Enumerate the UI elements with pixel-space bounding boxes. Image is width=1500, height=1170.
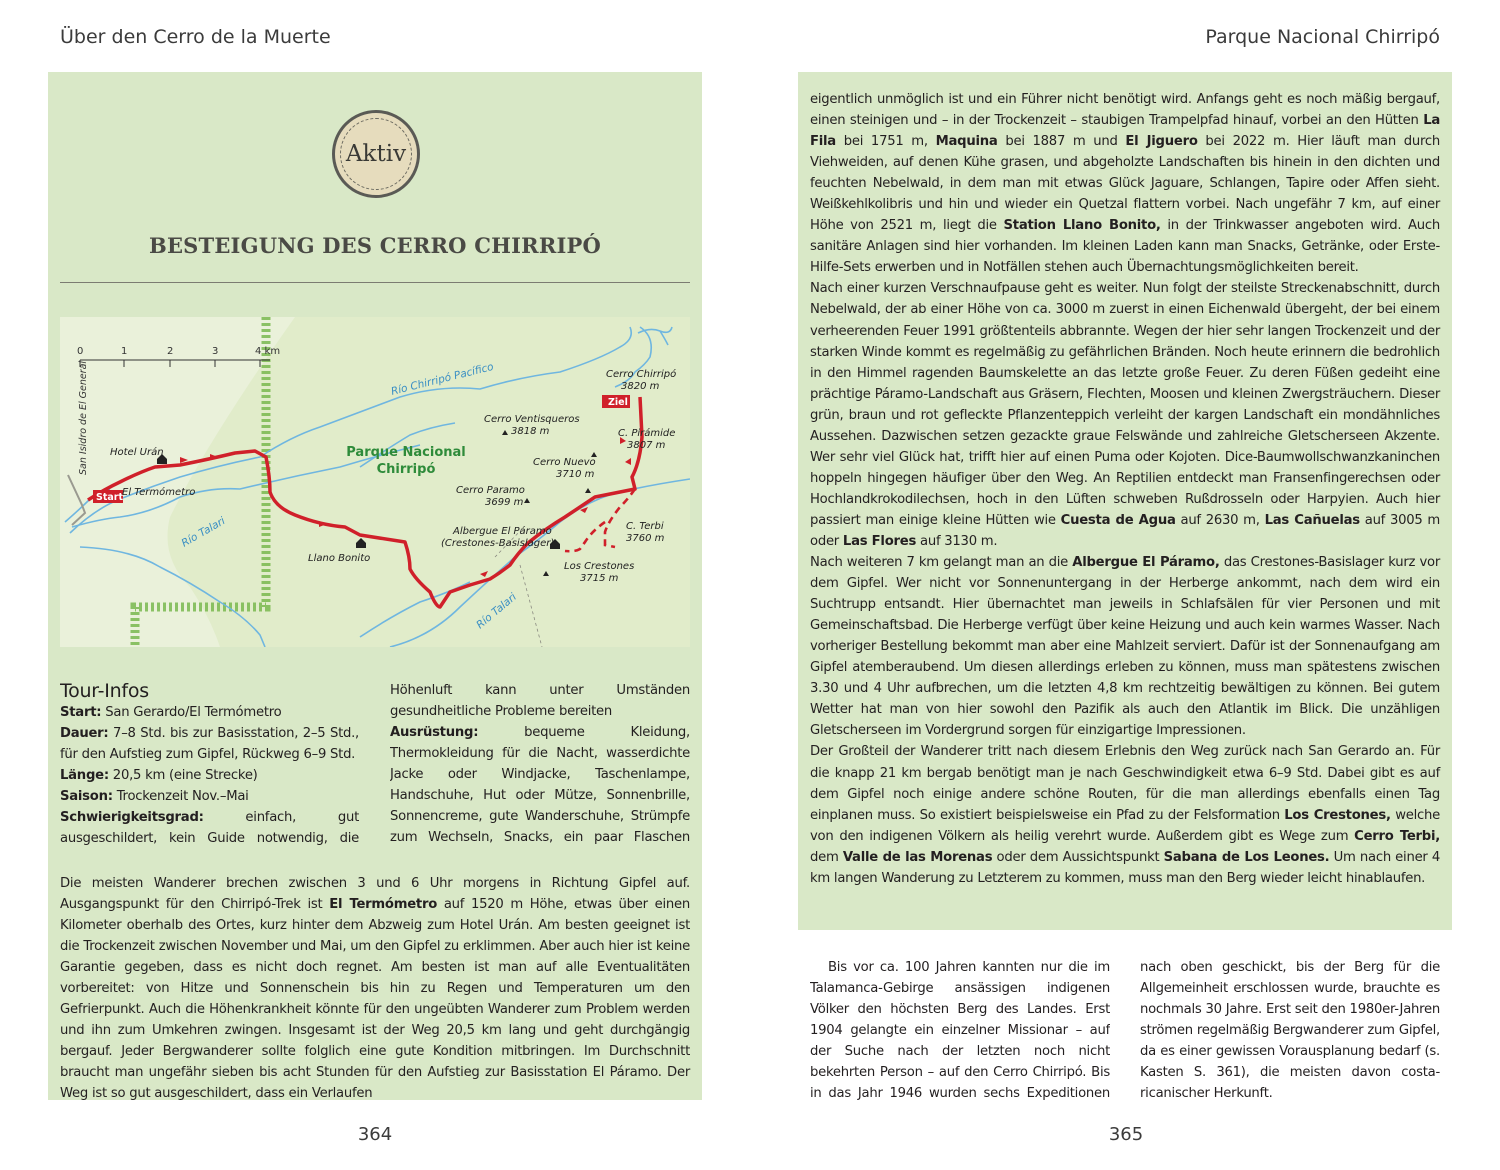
body-paragraph: eigentlich unmöglich ist und ein Führer nicht benötigt wird. Anfangs geht es noch mäßig bergauf, einen steinigen und – in der Trockenzeit – staubigen Trampelpfad hinauf, vorbei an den Hütten La Fila bei 1751 m, Maquina bei 1887 m und El Jiguero bei 2022 m. Hier läuft man durch Viehweiden, auf denen Kühe grasen, und abgeholzte Landschaften bis hinein in den dichten und feuchten Nebelwald, in dem man mit etwas Glück Jaguare, Schlangen, Tapire oder Affen sieht. Weißkehlkolibris und hin und wieder ein Quetzal flattern vorbei. Nach ungefähr 7 km, auf einer Höhe von 2521 m, liegt die Station Llano Bonito, in der Trinkwasser angeboten wird. Auch sanitäre Anlagen sind hier vorhanden. Im kleinen Laden kann man Snacks, Getränke, oder Erste-Hilfe-Sets erwerben und in Notfällen stehen auch Übernachtungsmöglichkeiten bereit.: [810, 92, 1440, 276]
label-c-terbi: C. Terbi: [626, 521, 664, 532]
scale-0: 0: [77, 346, 84, 357]
label-c-piramide: C. Pirámide: [618, 428, 676, 439]
label-los-crestones: Los Crestones: [564, 561, 635, 572]
history-col-1: [810, 957, 1110, 1104]
route-map: [60, 317, 690, 647]
aktiv-badge-label: Aktiv: [345, 141, 407, 167]
scale-1: 1: [121, 346, 128, 357]
label-cerro-ventisqueros-alt: 3818 m: [511, 426, 550, 437]
tour-info-row: Ausrüstung: bequeme Kleidung, Thermokleidung für die Nacht, wasserdichte Jacke oder Windjacke, Taschenlampe, Handschuhe, Hut oder Mütze, Sonnenbrille, Sonnencreme, gute Wanderschuhe, Strümpfe zum Wechseln, Snacks, ein paar Flaschen: [390, 725, 690, 846]
label-cerro-paramo: Cerro Paramo: [456, 485, 525, 496]
right-body-text: [810, 89, 1440, 889]
tour-infos-heading: Tour-Infos: [60, 680, 149, 702]
page-number-right: 365: [1108, 1124, 1144, 1145]
svg-text:Chirripó: Chirripó: [376, 462, 436, 477]
page-number-left: 364: [357, 1124, 393, 1145]
history-paragraph: Bis vor ca. 100 Jahren kannten nur die im Talamanca-Gebirge ansässigen indigenen Völker den höchsten Berg des Landes. Erst 1904 gelangte ein einzelner Missionar – auf der Suche nach der letzten noch nicht bekehrten Person – auf den Cerro Chirripó. Bis in das Jahr 1946 wurden sechs Expeditionen: [810, 960, 1110, 1102]
running-head-right: Parque Nacional Chirripó: [1205, 26, 1440, 48]
tour-info-row: Höhenluft kann unter Umständen gesundheitliche Probleme bereiten: [390, 682, 690, 720]
road-label: San Isidro de El General: [78, 360, 89, 475]
label-llano-bonito: Llano Bonito: [308, 553, 371, 564]
left-body-text: Die meisten Wanderer brechen zwischen 3 und 6 Uhr morgens in Richtung Gipfel auf. Ausgangspunkt für den Chirripó-Trek ist El Termómetro auf 1520 m Höhe, etwas über einen Kilometer oberhalb des Ortes, kurz hinter dem Abzweig zum Hotel Urán. Am besten geeignet ist die Trockenzeit zwischen November und Mai, um den Gipfel zu erklimmen. Aber auch hier ist keine Garantie gegeben, dass es nicht doch regnet. Am besten ist man auf alle Eventualitäten vorbereitet: von Hitze und Sonnenschein bis hin zu Regen und Temperaturen um den Gefrierpunkt. Auch die Höhenkrankheit könnte für den ungeübten Wanderer zum Problem werden und ihn zum Umkehren zwingen. Insgesamt ist der Weg 20,5 km lang und geht durchgängig bergauf. Jeder Bergwanderer sollte folglich eine gute Kondition mitbringen. Im Durchschnitt braucht man ungefähr sieben bis acht Stunden für den Aufstieg zur Basisstation El Páramo. Der Weg ist so gut ausgeschildert, dass ein Verlaufen: [60, 876, 690, 1102]
label-los-crestones-alt: 3715 m: [580, 573, 619, 584]
body-paragraph: Nach einer kurzen Verschnaufpause geht es weiter. Nun folgt der steilste Streckenabschnitt, durch Nebelwald, der ab einer Höhe von ca. 3000 m zuerst in einen Eichenwald übergeht, der bei einem verheerenden Feuer 1991 größtenteils abbrannte. Wegen der hier sehr langen Trockenzeit und der starken Winde kommt es regelmäßig zu gefährlichen Bränden. Noch heute erinnern die bedrohlich in den Himmel ragenden Baumskelette an das letzte große Feuer. Zu deren Füßen gedeiht eine prächtige Páramo-Landschaft aus Gräsern, Flechten, Moosen und kleinen Zwergsträuchern. Dieser grün, braun und rot gefleckte Pflanzenteppich verleiht der kargen Landschaft ein mondähnliches Aussehen. Dazwischen setzen gezackte graue Felswände und zahlreiche Gletscherseen Akzente. Wer sehr viel Glück hat, trifft hier auf einen Puma oder Kojoten. Dice-Baumwollschwanzkaninchen hoppeln hingegen häufiger über den Weg. An Reptilien entdeckt man Fransenfingerechsen oder Hochlandkrokodilechsen, hoch in den Lüften schweben Rußdrosseln oder Harpyien. Auch hier passiert man einige kleine Hütten wie Cuesta de Agua auf 2630 m, Las Cañuelas auf 3005 m oder Las Flores auf 3130 m.: [810, 281, 1441, 549]
label-el-termometro: El Termómetro: [122, 487, 196, 498]
start-label: Start: [96, 492, 124, 503]
aktiv-badge: [332, 110, 420, 198]
tour-info-row: Schwierigkeitsgrad: einfach, gut ausgeschildert, kein Guide notwendig, die: [60, 810, 359, 847]
label-albergue-sub: (Crestones-Basislager): [441, 538, 555, 549]
tour-info-row: Länge: 20,5 km (eine Strecke): [60, 768, 258, 784]
ziel-label: Ziel: [608, 397, 628, 408]
tour-info-row: Saison: Trockenzeit Nov.–Mai: [60, 789, 249, 805]
label-cerro-chirripo-alt: 3820 m: [621, 381, 660, 392]
label-cerro-ventisqueros: Cerro Ventisqueros: [484, 414, 580, 425]
river-label-talari-1: Río Talari: [179, 515, 228, 550]
scale-2: 2: [167, 346, 174, 357]
title-rule: [60, 282, 690, 283]
tour-infos: [60, 680, 690, 850]
label-albergue: Albergue El Páramo: [453, 526, 552, 537]
scale-4: 4 km: [255, 346, 281, 357]
tour-info-row: Start: San Gerardo/El Termómetro: [60, 705, 282, 720]
tour-infos-list: [60, 702, 359, 849]
label-hotel-uran: Hotel Urán: [110, 447, 164, 458]
history-col-2: [1140, 957, 1440, 1107]
scale-3: 3: [212, 346, 219, 357]
label-cerro-nuevo: Cerro Nuevo: [533, 457, 596, 468]
label-cerro-nuevo-alt: 3710 m: [556, 469, 595, 480]
river-label-pacifico: Río Chirripó Pacífico: [389, 360, 495, 398]
body-paragraph: Nach weiteren 7 km gelangt man an die Albergue El Páramo, das Crestones-Basislager kurz vor dem Gipfel. Wer nicht vor Sonnenuntergang in der Herberge ankommt, nach dem wird ein Suchtrupp entsandt. Hier übernachtet man jeweils in Schlafsälen für vier Personen und mit Gemeinschaftsbad. Die Herberge verfügt über keine Heizung und auch kein warmes Wasser. Nach vorheriger Bestellung bekommt man aber eine Mahlzeit serviert. Dafür ist der Sonnenaufgang am Gipfel atemberaubend. Um diesen allerdings erleben zu können, muss man spätestens zwischen 3.30 und 4 Uhr aufbrechen, um die letzten 4,8 km rechtzeitig bewältigen zu können. Bei gutem Wetter hat man von hier sowohl den Pazifik als auch den Atlantik im Blick. Die unzähligen Gletscherseen im Vordergrund sorgen für einzigartige Impressionen.: [810, 555, 1440, 739]
history-text: [810, 957, 1440, 1107]
label-cerro-chirripo: Cerro Chirripó: [606, 369, 677, 380]
label-c-piramide-alt: 3807 m: [627, 440, 666, 451]
tour-infos-col-2: [390, 680, 690, 850]
tour-infos-col-1: [60, 680, 359, 849]
running-head-left: Über den Cerro de la Muerte: [60, 26, 331, 48]
label-cerro-paramo-alt: 3699 m: [485, 497, 524, 508]
label-c-terbi-alt: 3760 m: [626, 533, 665, 544]
body-paragraph: Der Großteil der Wanderer tritt nach diesem Erlebnis den Weg zurück nach San Gerardo an. Für die knapp 21 km bergab benötigt man je nach Geschwindigkeit etwa 6–9 Std. Dabei gibt es auf dem Gipfel noch einige andere schöne Routen, für die man allerdings ebenfalls einen Tag einplanen muss. So existiert beispielsweise ein Pfad zu der Felsformation Los Crestones, welche von den indigenen Völkern als heilig verehrt wurde. Außerdem gibt es Wege zum Cerro Terbi, dem Valle de las Morenas oder dem Aussichtspunkt Sabana de Los Leones. Um nach einer 4 km langen Wanderung zu Letzterem zu kommen, muss man den Berg wieder leicht hinablaufen.: [810, 744, 1440, 886]
tour-infos-list-continued: [390, 680, 690, 850]
tour-info-row: Dauer: 7–8 Std. bis zur Basisstation, 2–5 Std., für den Aufstieg zum Gipfel, Rückweg 6–9 Std.: [60, 726, 359, 763]
svg-text:Parque Nacional: Parque Nacional: [346, 445, 466, 460]
section-title: BESTEIGUNG DES CERRO CHIRRIPÓ: [149, 233, 601, 258]
river-label-talari-2: Río Talari: [474, 591, 519, 632]
history-paragraph-continued: nach oben geschickt, bis der Berg für die Allgemeinheit erschlossen wurde, brauchte es nochmals 30 Jahre. Erst seit den 1980er-Jahren strömen regelmäßig Bergwanderer zum Gipfel, da es einer gewissen Vorausplanung bedarf (s. Kasten S. 361), die meisten davon costa-ricanischer Herkunft.: [1140, 959, 1440, 1102]
